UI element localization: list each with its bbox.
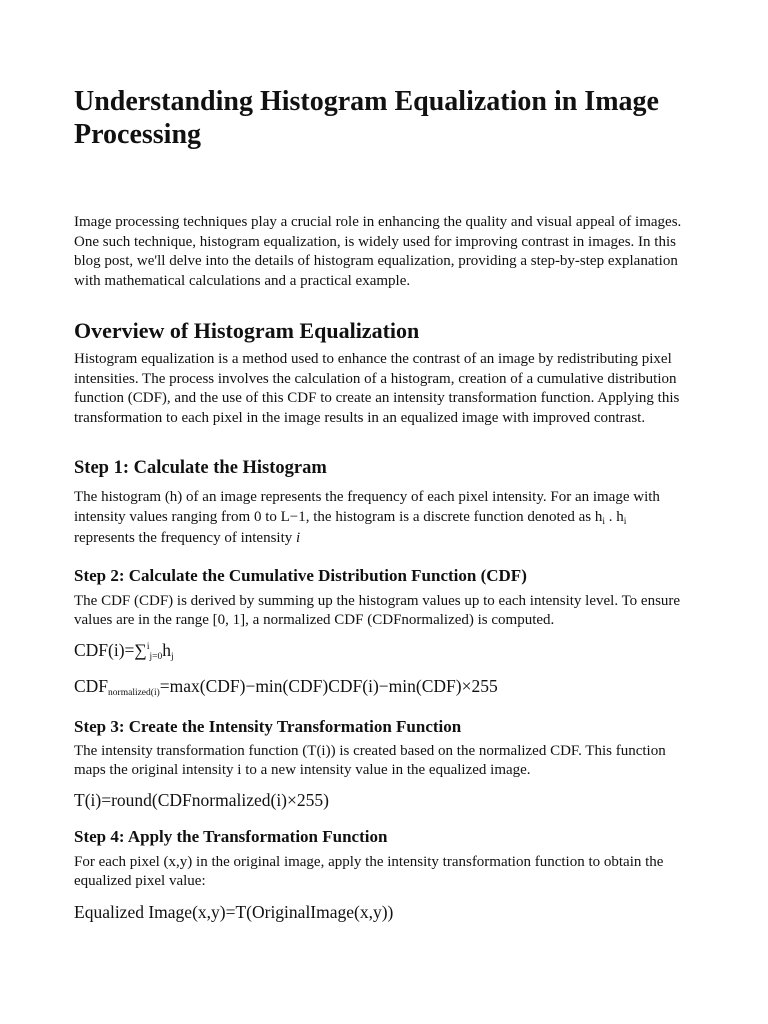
step1-sub-i: i (602, 516, 605, 527)
cdf-equation: CDF(i)=∑$^i$j=0hj (74, 639, 174, 662)
step2-paragraph: The CDF (CDF) is derived by summing up the histogram values up to each intensity level. To ensure values are in the range [0, 1], a normalized CDF (CDFnormalized) is computed. (74, 592, 681, 628)
step2-heading: Step 2: Calculate the Cumulative Distribution Function (CDF) (74, 565, 527, 585)
intro-paragraph: Image processing techniques play a crucial role in enhancing the quality and visual appeal of images. One such technique, histogram equalization, is widely used for improving contrast in images. In this blog post, we'll delve into the details of histogram equalization, providing a step-by-step explanation with mathematical calculations and a practical example. (74, 214, 682, 289)
overview-paragraph: Histogram equalization is a method used to enhance the contrast of an image by redistributing pixel intensities. The process involves the calculation of a histogram, creation of a cumulative distribution function (CDF), and the use of this CDF to create an intensity transformation function. Applying this transformation to each pixel in the image results in an equalized image with improved contrast. (74, 351, 680, 426)
step4-heading: Step 4: Apply the Transformation Function (74, 826, 388, 846)
transformation-equation: T(i)=round(CDFnormalized(i)×255) (74, 789, 329, 810)
step3-heading: Step 3: Create the Intensity Transformation Function (74, 716, 462, 736)
step1-sub-i-2: i (623, 516, 627, 527)
step1-text-c: represents the frequency of intensity (74, 530, 297, 546)
step1-text-b: . h (604, 508, 624, 525)
page-title: Understanding Histogram Equalization in Image Processing (74, 86, 659, 150)
equalized-image-equation: Equalized Image(x,y)=T(OriginalImage(x,y)) (74, 901, 394, 922)
step1-var-i: i (296, 530, 301, 546)
cdf-normalized-equation: CDFnormalized(i)=max(CDF)−min(CDF)CDF(i)−min(CDF)×255 (74, 675, 498, 698)
step1-text-a: The histogram (h) of an image represents the frequency of each pixel intensity. For an image with intensity values ranging from 0 to L−1, the histogram is a discrete function denoted as h (74, 489, 660, 525)
step1-paragraph (74, 488, 694, 549)
step3-paragraph: The intensity transformation function (T(i)) is created based on the normalized CDF. This function maps the original intensity i to a new intensity value in the equalized image. (74, 742, 666, 778)
step1-heading: Step 1: Calculate the Histogram (74, 458, 327, 478)
overview-heading: Overview of Histogram Equalization (74, 318, 420, 343)
step4-paragraph: For each pixel (x,y) in the original image, apply the intensity transformation function to obtain the equalized pixel value: (74, 853, 664, 889)
